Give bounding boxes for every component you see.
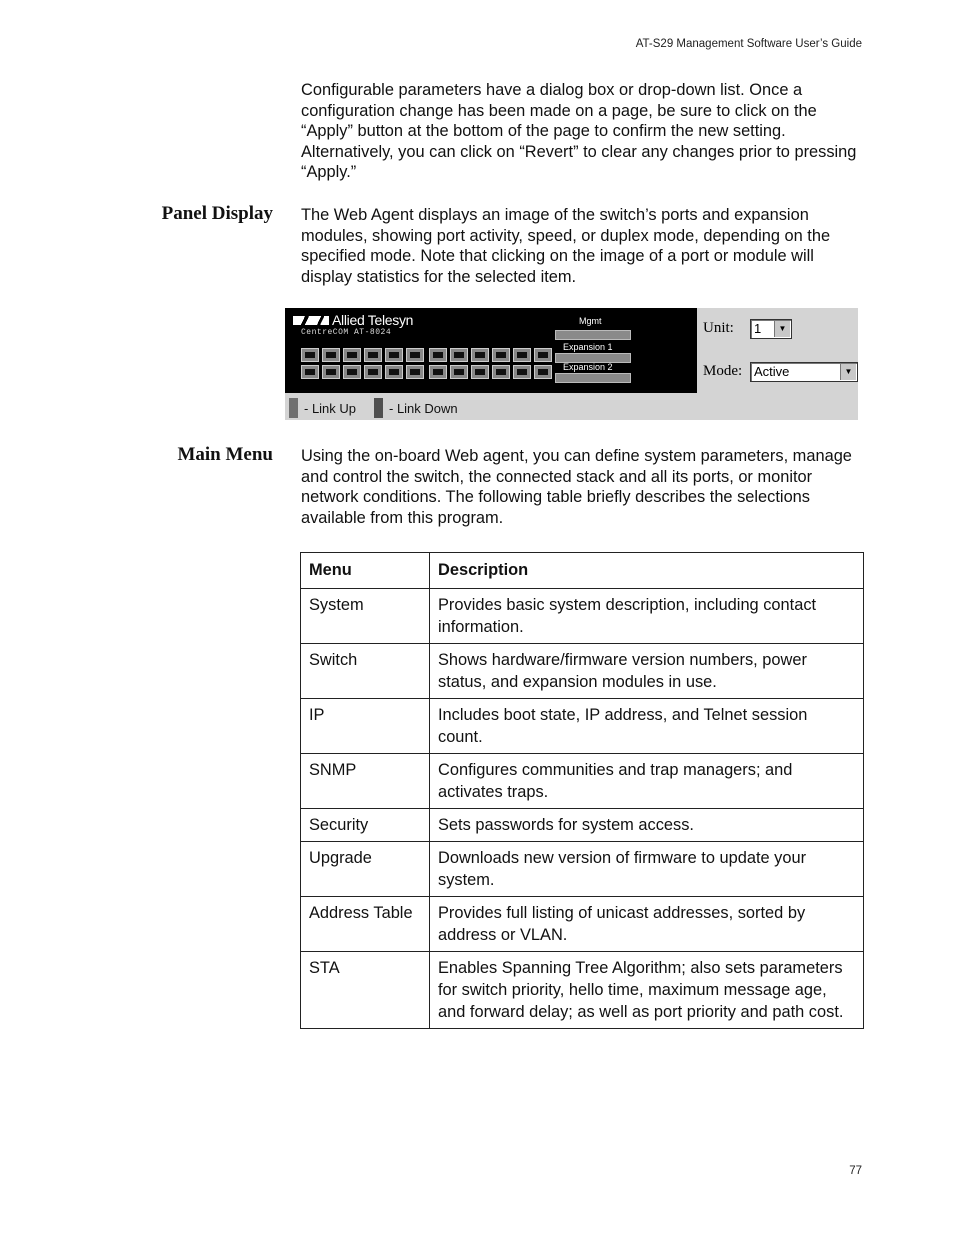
description-cell: Provides basic system description, including contact information. (430, 589, 864, 644)
port-icon[interactable] (406, 365, 424, 379)
port-icon[interactable] (364, 348, 382, 362)
table-row (301, 589, 864, 644)
unit-value: 1 (754, 321, 762, 336)
port-column (343, 348, 361, 379)
description-cell: Enables Spanning Tree Algorithm; also sets parameters for switch priority, hello time, maximum message age, and forward delay; as well as port priority and path cost. (430, 952, 864, 1029)
port-group-right (429, 348, 552, 379)
port-icon[interactable] (364, 365, 382, 379)
menu-cell: System (301, 589, 430, 644)
table-row (301, 699, 864, 754)
legend-link-up-label: - Link Up (304, 400, 357, 416)
table-header-row (301, 553, 864, 589)
header-menu: Menu (301, 553, 430, 589)
port-column (322, 348, 340, 379)
port-icon[interactable] (385, 348, 403, 362)
expansion1-label: Expansion 1 (563, 342, 613, 352)
mode-value: Active (754, 364, 790, 379)
description-cell: Includes boot state, IP address, and Telnet session count. (430, 699, 864, 754)
table-row (301, 842, 864, 897)
port-column (364, 348, 382, 379)
port-icon[interactable] (471, 365, 489, 379)
legend-link-down-label: - Link Down (389, 400, 458, 416)
mode-select[interactable] (750, 362, 858, 382)
expansion2-slot[interactable] (555, 373, 631, 383)
mgmt-label: Mgmt (579, 316, 602, 326)
menu-cell: STA (301, 952, 430, 1029)
switch-front-panel[interactable] (285, 308, 697, 393)
switch-panel-image (285, 308, 858, 420)
port-column (492, 348, 510, 379)
port-icon[interactable] (301, 365, 319, 379)
port-icon[interactable] (492, 348, 510, 362)
mgmt-slot[interactable] (555, 330, 631, 340)
model-label: CentreCOM AT-8024 (301, 328, 392, 337)
link-up-swatch (289, 398, 298, 418)
unit-label: Unit: (703, 320, 734, 336)
menu-cell: IP (301, 699, 430, 754)
expansion2-label: Expansion 2 (563, 362, 613, 372)
chevron-down-icon[interactable]: ▼ (840, 364, 856, 380)
port-icon[interactable] (450, 348, 468, 362)
main-menu-paragraph: Using the on-board Web agent, you can define system parameters, manage and control the switch, the connected stack and all its ports, or monitor network conditions. The following table briefly describes the selections available from this program. (301, 447, 852, 527)
menu-cell: Upgrade (301, 842, 430, 897)
port-column (406, 348, 424, 379)
port-column (513, 348, 531, 379)
panel-display-heading: Panel Display (161, 203, 273, 224)
mode-label: Mode: (703, 363, 743, 379)
port-icon[interactable] (406, 348, 424, 362)
main-menu-heading: Main Menu (177, 444, 273, 465)
table-row (301, 644, 864, 699)
description-cell: Downloads new version of firmware to update your system. (430, 842, 864, 897)
port-icon[interactable] (385, 365, 403, 379)
table-row (301, 952, 864, 1029)
port-icon[interactable] (429, 365, 447, 379)
port-icon[interactable] (429, 348, 447, 362)
chevron-down-icon[interactable]: ▼ (774, 321, 790, 337)
legend-link-down (374, 398, 458, 418)
port-icon[interactable] (471, 348, 489, 362)
brand-name: Allied Telesyn (332, 312, 414, 328)
port-icon[interactable] (534, 348, 552, 362)
allied-telesyn-logo-icon (293, 316, 329, 325)
intro-paragraph: Configurable parameters have a dialog box or drop-down list. Once a configuration change has been made on a page, be sure to click on the “Apply” button at the bottom of the page to confirm the new setting. Alternatively, you can click on “Revert” to clear any changes prior to pressing “Apply.” (301, 81, 857, 181)
port-icon[interactable] (301, 348, 319, 362)
port-icon[interactable] (343, 365, 361, 379)
header-description: Description (430, 553, 864, 589)
port-column (450, 348, 468, 379)
port-icon[interactable] (534, 365, 552, 379)
unit-select[interactable] (750, 319, 792, 339)
port-icon[interactable] (450, 365, 468, 379)
menu-cell: Security (301, 809, 430, 842)
legend-link-up (289, 398, 356, 418)
port-column (301, 348, 319, 379)
menu-cell: Switch (301, 644, 430, 699)
port-icon[interactable] (492, 365, 510, 379)
description-cell: Provides full listing of unicast addresses, sorted by address or VLAN. (430, 897, 864, 952)
port-icon[interactable] (343, 348, 361, 362)
brand-logo (293, 312, 413, 328)
page-number: 77 (849, 1165, 862, 1177)
port-group-left (301, 348, 424, 379)
port-column (429, 348, 447, 379)
port-column (534, 348, 552, 379)
port-icon[interactable] (322, 348, 340, 362)
port-column (385, 348, 403, 379)
description-cell: Sets passwords for system access. (430, 809, 864, 842)
port-column (471, 348, 489, 379)
table-row (301, 754, 864, 809)
port-icon[interactable] (513, 365, 531, 379)
table-row (301, 897, 864, 952)
menu-cell: SNMP (301, 754, 430, 809)
menu-cell: Address Table (301, 897, 430, 952)
link-down-swatch (374, 398, 383, 418)
menu-table (300, 552, 864, 1029)
port-icon[interactable] (322, 365, 340, 379)
description-cell: Configures communities and trap managers; and activates traps. (430, 754, 864, 809)
panel-display-paragraph: The Web Agent displays an image of the switch’s ports and expansion modules, showing port activity, speed, or duplex mode, depending on the specified mode. Note that clicking on the image of a port or module will display statistics for the selected item. (301, 206, 831, 286)
description-cell: Shows hardware/firmware version numbers, power status, and expansion modules in use. (430, 644, 864, 699)
table-row (301, 809, 864, 842)
port-icon[interactable] (513, 348, 531, 362)
running-head: AT-S29 Management Software User’s Guide (635, 38, 862, 50)
